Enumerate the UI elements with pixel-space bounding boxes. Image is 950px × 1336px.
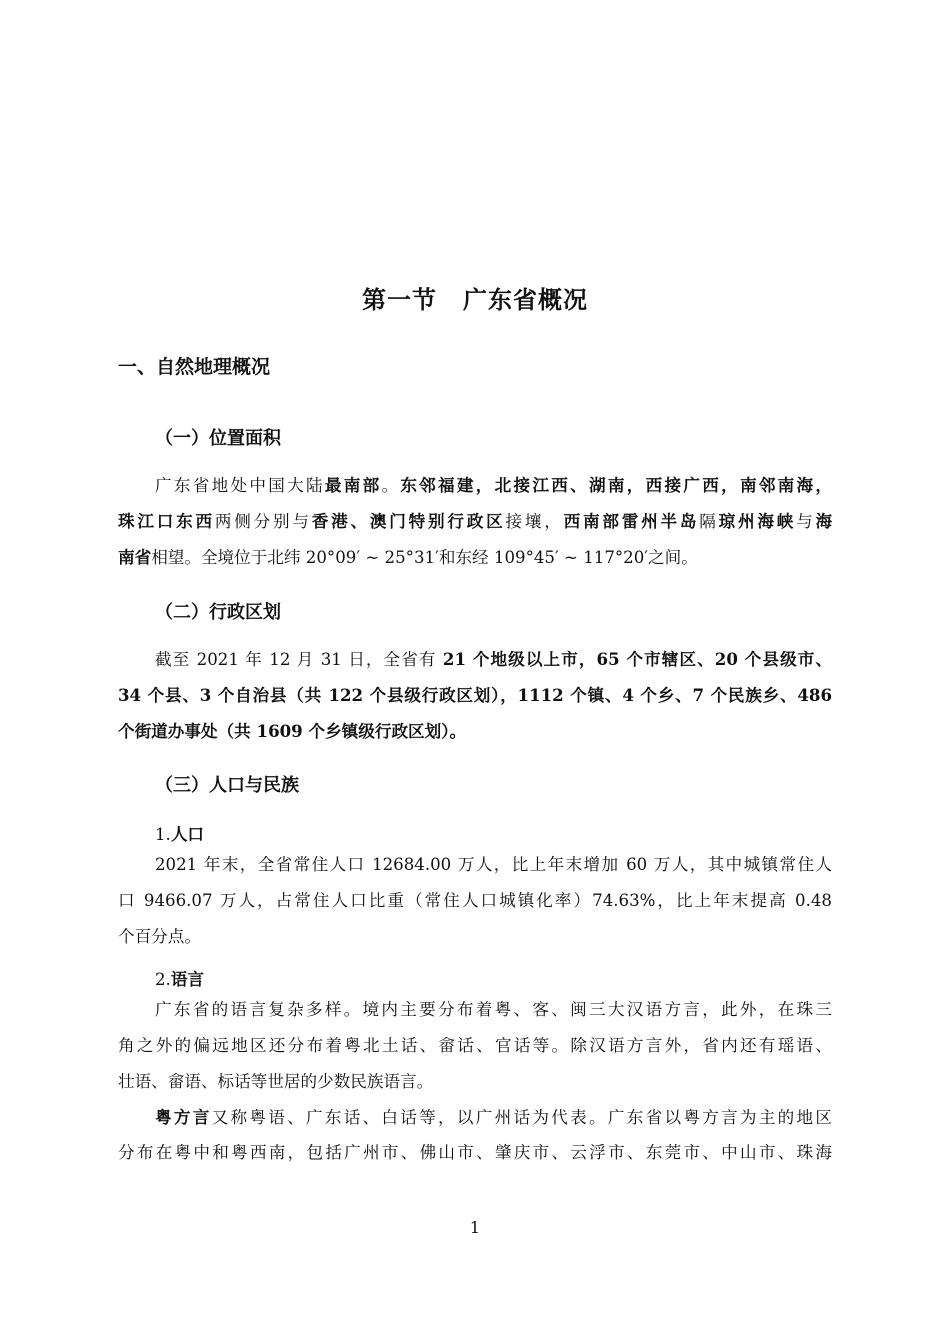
subheading-administrative-division: （二）行政区划 (155, 602, 281, 623)
paragraph-line: 广东省的语言复杂多样。境内主要分布着粤、客、闽三大汉语方言，此外，在珠三 (155, 1000, 832, 1019)
subheading-population-ethnicity: （三）人口与民族 (155, 775, 299, 796)
bold-text: 西南部雷州半岛 (563, 511, 700, 531)
paragraph-line: 分布在粤中和粤西南，包括广州市、佛山市、肇庆市、云浮市、东莞市、中山市、珠海 (118, 1143, 832, 1162)
section-title (0, 280, 950, 315)
subheading-location-area: （一）位置面积 (155, 428, 281, 449)
bold-text: 最南部 (324, 475, 382, 495)
paragraph-line (118, 503, 832, 539)
paragraph-line: 34 个县、3 个自治县（共 122 个县级行政区划），1112 个镇、4 个乡、7 个民族乡、486 (118, 685, 832, 705)
bold-text: 珠江口东西 (118, 511, 215, 531)
item-number: 2. (155, 970, 171, 989)
paragraph-line (118, 539, 832, 575)
text: 两侧分别与 (214, 512, 312, 531)
bold-text: 香港、澳门特别行政区 (311, 511, 506, 531)
item-language-heading (155, 966, 204, 990)
text: 截至 2021 年 12 月 31 日，全省有 (155, 650, 443, 669)
text: 隔 (699, 512, 719, 531)
bold-text: 东邻福建，北接江西、湖南，西接广西，南邻南海， (400, 475, 833, 495)
paragraph-line: 2021 年末，全省常住人口 12684.00 万人，比上年末增加 60 万人，其中城镇常住人 (155, 855, 832, 874)
item-label: 人口 (170, 824, 205, 844)
paragraph-population (118, 847, 832, 955)
paragraph-line: 壮语、畲语、标话等世居的少数民族语言。 (118, 1072, 434, 1091)
page-number: 1 (469, 1218, 481, 1237)
text: 相望。全境位于北纬 20°09′ ~ 25°31′和东经 109°45′ ~ 117°20′之间。 (151, 548, 698, 567)
heading-natural-geography: 一、自然地理概况 (118, 356, 271, 378)
bold-text: 南省 (118, 547, 152, 567)
paragraph-administrative (118, 641, 832, 749)
section-name: 广东省概况 (463, 286, 588, 314)
paragraph-line: 口 9466.07 万人，占常住人口比重（常住人口城镇化率）74.63%，比上年末提高 0.48 (118, 891, 832, 910)
paragraph-yue-dialect (118, 1099, 832, 1171)
item-label: 语言 (170, 969, 205, 989)
text: 广东省地处中国大陆 (155, 476, 325, 495)
text: 与 (796, 512, 816, 531)
text: 接壤， (505, 512, 564, 531)
term-yue-dialect: 粤方言 (155, 1107, 212, 1127)
bold-text: 海 (815, 511, 833, 531)
paragraph-line: 角之外的偏远地区还分布着粤北土话、畲话、官话等。除汉语方言外，省内还有瑶语、 (118, 1036, 832, 1055)
text: 。 (381, 476, 401, 495)
paragraph-line: 粤方言又称粤语、广东话、白话等，以广州话为代表。广东省以粤方言为主的地区 (155, 1107, 833, 1127)
paragraph-line (118, 467, 832, 503)
paragraph-language (118, 992, 832, 1100)
section-number: 第一节 (362, 286, 437, 314)
paragraph-line: 个百分点。 (118, 927, 201, 946)
item-number: 1. (155, 825, 171, 844)
paragraph-line: 个街道办事处（共 1609 个乡镇级行政区划）。 (118, 721, 467, 741)
bold-text: 21 个地级以上市，65 个市辖区、20 个县级市、 (442, 649, 832, 669)
bold-text: 琼州海峡 (718, 511, 797, 531)
item-population-heading (155, 821, 204, 845)
paragraph-location (118, 467, 832, 575)
paragraph-line (118, 641, 832, 677)
